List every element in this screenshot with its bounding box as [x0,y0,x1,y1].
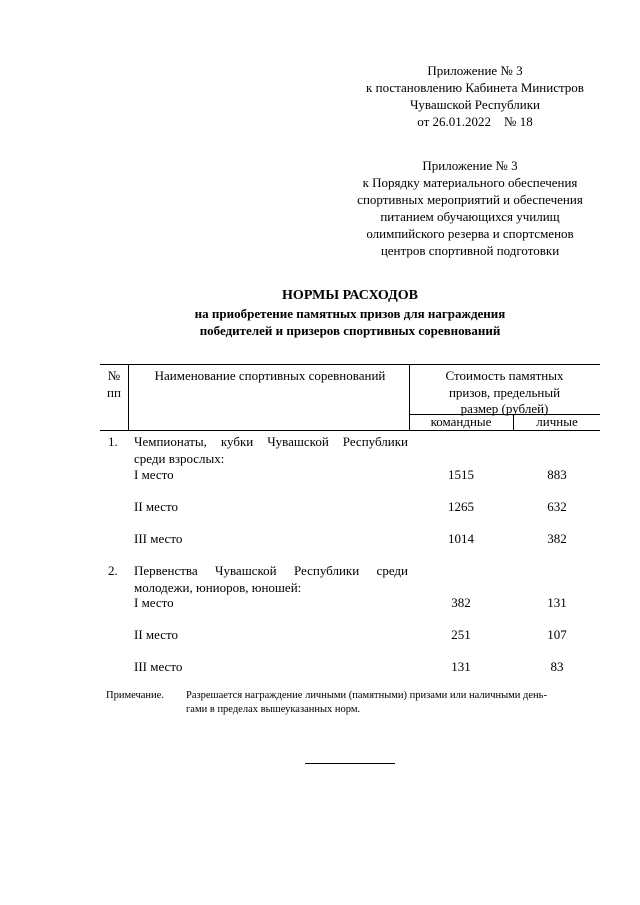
col-divider-no [128,364,129,430]
group-2-title [134,563,408,596]
appendix-2-line-2: к Порядку материального обеспечения [362,175,578,190]
table-row [134,595,600,612]
row-place: II место [134,499,179,514]
appendix-1-line-2: к постановлению Кабинета Министров [366,80,584,95]
table-row [134,531,600,548]
appendix-2-line-5: олимпийского резерва и спортсменов [366,226,574,241]
header-no-line-1: № [107,368,121,383]
appendix-2-line-6: центров спортивной подготовки [380,243,560,258]
row-place: I место [134,595,174,610]
closing-divider [305,763,395,764]
group-2-number: 2. [108,563,118,578]
header-personal: личные [536,414,578,429]
appendix-2-line-1: Приложение № 3 [422,158,518,173]
header-team: командные [430,414,492,429]
appendix-2-line-4: питанием обучающихся училищ [380,209,560,224]
row-personal-value: 107 [547,627,567,642]
note-line-2: гами в пределах вышеуказанных норм. [186,704,361,715]
row-team-value: 382 [451,595,471,610]
title-main: НОРМЫ РАСХОДОВ [282,288,418,303]
row-personal-value: 83 [550,659,564,674]
header-no-line-2: пп [107,384,121,400]
table-top-border [100,364,600,365]
row-team-value: 1515 [448,467,474,482]
row-team-value: 1265 [448,499,474,514]
appendix-header-2 [325,157,615,259]
header-cost-line-2: призов, предельный [448,384,561,400]
appendix-header-1 [340,62,610,130]
appendix-1-line-3: Чувашской Республики [409,97,541,112]
header-name: Наименование спортивных соревнований [154,368,386,383]
document-title [100,287,600,339]
header-no [100,368,128,401]
title-sub-2: победителей и призеров спортивных соревнований [199,323,501,338]
group-2-title-line-1: Первенства Чувашской Республики среди [134,563,408,578]
note-text [186,689,600,717]
row-place: I место [134,467,174,482]
header-cost [409,368,600,418]
row-personal-value: 131 [547,595,567,610]
row-place: III место [134,531,183,546]
table-row [134,467,600,484]
row-personal-value: 632 [547,499,567,514]
row-place: II место [134,627,179,642]
row-place: III место [134,659,183,674]
group-2-title-line-2: молодежи, юниоров, юношей: [134,579,302,595]
header-cost-line-1: Стоимость памятных [445,368,564,383]
group-1-title [134,434,408,467]
appendix-1-line-4: от 26.01.2022 № 18 [417,114,533,129]
group-1-title-line-2: среди взрослых: [134,450,225,466]
row-team-value: 131 [451,659,471,674]
appendix-2-line-3: спортивных мероприятий и обеспечения [357,192,583,207]
note-line-1: Разрешается награждение личными (памятными) призами или наличными день- [186,690,547,701]
group-1-number: 1. [108,434,118,449]
row-personal-value: 883 [547,467,567,482]
title-sub-1: на приобретение памятных призов для награждения [194,306,506,321]
row-personal-value: 382 [547,531,567,546]
note-label: Примечание. [106,690,164,701]
table-row [134,499,600,516]
appendix-1-line-1: Приложение № 3 [427,63,523,78]
table-row [134,627,600,644]
header-cost-line-3: размер (рублей) [460,401,549,416]
table-row [134,659,600,676]
group-1-title-line-1: Чемпионаты, кубки Чувашской Республики [134,434,408,449]
row-team-value: 1014 [448,531,474,546]
row-team-value: 251 [451,627,471,642]
